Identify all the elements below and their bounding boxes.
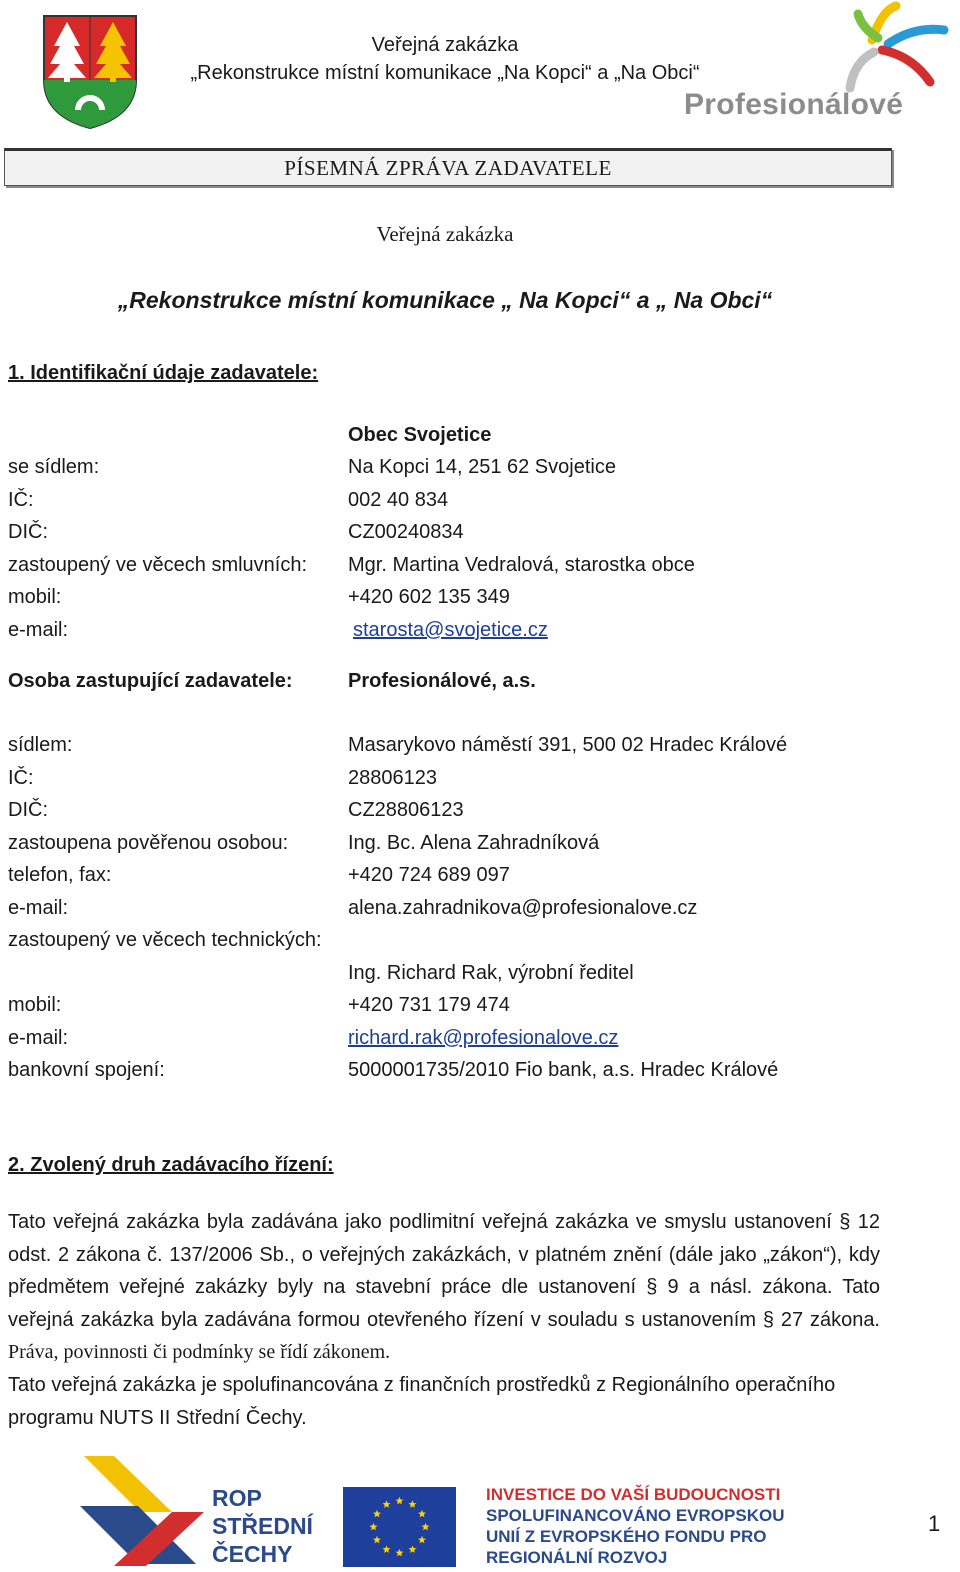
contracting-authority-name: Obec Svojetice — [348, 424, 492, 446]
info-value: 5000001735/2010 Fio bank, a.s. Hradec Králové — [348, 1059, 779, 1081]
funding-paragraph: Tato veřejná zakázka je spolufinancována z finančních prostředků z Regionálního operačního programu NUTS II Střední Čechy. — [8, 1374, 836, 1429]
rop-logo-text — [212, 1484, 313, 1568]
investment-line: INVESTICE DO VAŠÍ BUDOUCNOSTI — [486, 1485, 781, 1504]
header-title-line2: „Rekonstrukce místní komunikace „Na Kopci“ a „Na Obci“ — [190, 62, 700, 84]
email-link[interactable]: richard.rak@profesionalove.cz — [348, 1027, 619, 1049]
section-2-heading: 2. Zvolený druh zadávacího řízení: — [8, 1154, 334, 1176]
contract-main-title: „Rekonstrukce místní komunikace „ Na Kopci“ a „ Na Obci“ — [117, 287, 773, 313]
rop-line: ČECHY — [212, 1541, 293, 1567]
info-row — [8, 1027, 888, 1057]
section-1-heading: 1. Identifikační údaje zadavatele: — [8, 362, 319, 384]
procedure-paragraph — [8, 1206, 880, 1369]
info-row — [8, 832, 888, 862]
info-label: DIČ: — [8, 521, 48, 543]
info-row — [8, 767, 888, 797]
info-label: telefon, fax: — [8, 864, 112, 886]
info-row — [8, 554, 888, 584]
info-value: +420 602 135 349 — [348, 586, 510, 608]
contract-subtitle: Veřejná zakázka — [376, 222, 514, 246]
email-link[interactable]: starosta@svojetice.cz — [353, 619, 548, 641]
investment-line: REGIONÁLNÍ ROZVOJ — [486, 1548, 668, 1567]
info-row — [8, 897, 888, 927]
eu-flag-icon — [343, 1487, 456, 1567]
investment-line: SPOLUFINANCOVÁNO EVROPSKOU — [486, 1506, 785, 1525]
procedure-text-tail: Práva, povinnosti či podmínky se řídí zákonem. — [8, 1341, 391, 1364]
info-label: sídlem: — [8, 734, 73, 756]
info-label: DIČ: — [8, 799, 48, 821]
info-label: e-mail: — [8, 897, 69, 919]
technical-rep-label: zastoupený ve věcech technických: — [8, 929, 322, 951]
info-row — [8, 864, 888, 894]
representative-label: Osoba zastupující zadavatele: — [8, 670, 293, 692]
technical-rep-row — [8, 929, 888, 959]
info-value: Mgr. Martina Vedralová, starostka obce — [348, 554, 695, 576]
report-title-box: PÍSEMNÁ ZPRÁVA ZADAVATELE — [4, 148, 892, 186]
info-row — [8, 456, 888, 486]
profesionalove-logo-text: Profesionálové — [684, 88, 904, 121]
rop-line: STŘEDNÍ — [212, 1513, 313, 1539]
procedure-text: Tato veřejná zakázka byla zadávána jako podlimitní veřejná zakázka ve smyslu ustanovení § 12 odst. 2 zákona č. 137/2006 Sb., o veřejných zakázkách, v platném znění (dále jako „zákon“), kdy předmětem veřejné zakázky byly na stavební práce dle ustanovení § 9 a násl. zákona. Tato veřejná zakázka byla zadávána formou otevřeného řízení v souladu s ustanovením § 27 zákona. — [8, 1211, 880, 1331]
info-label: zastoupena pověřenou osobou: — [8, 832, 289, 854]
info-label: zastoupený ve věcech smluvních: — [8, 554, 308, 576]
info-value: CZ28806123 — [348, 799, 464, 821]
page-number: 1 — [928, 1511, 941, 1536]
info-row — [8, 1059, 888, 1089]
info-value: alena.zahradnikova@profesionalove.cz — [348, 897, 698, 919]
info-label: se sídlem: — [8, 456, 100, 478]
representative-name: Profesionálové, a.s. — [348, 670, 536, 692]
info-value: 002 40 834 — [348, 489, 449, 511]
header-title-line1: Veřejná zakázka — [371, 34, 519, 56]
info-row — [8, 489, 888, 519]
info-value: 28806123 — [348, 767, 437, 789]
info-row — [8, 734, 888, 764]
info-label: e-mail: — [8, 619, 69, 641]
rop-logo-icon — [80, 1456, 204, 1566]
info-row — [8, 586, 888, 616]
info-value: CZ00240834 — [348, 521, 464, 543]
info-label: bankovní spojení: — [8, 1059, 165, 1081]
investment-line: UNIÍ Z EVROPSKÉHO FONDU PRO — [486, 1527, 767, 1546]
info-value: +420 724 689 097 — [348, 864, 510, 886]
rop-line: ROP — [212, 1485, 262, 1511]
technical-rep-person-row — [8, 962, 888, 992]
contracting-authority-name-row — [8, 424, 888, 454]
info-label: IČ: — [8, 767, 34, 789]
info-row — [8, 619, 888, 649]
info-label: mobil: — [8, 586, 62, 608]
info-value: Ing. Bc. Alena Zahradníková — [348, 832, 600, 854]
representative-row — [8, 670, 888, 700]
info-value: Masarykovo náměstí 391, 500 02 Hradec Králové — [348, 734, 788, 756]
info-label: IČ: — [8, 489, 34, 511]
eu-investment-text — [486, 1484, 784, 1568]
info-label: mobil: — [8, 994, 62, 1016]
info-value: Na Kopci 14, 251 62 Svojetice — [348, 456, 616, 478]
info-label: e-mail: — [8, 1027, 69, 1049]
info-value: +420 731 179 474 — [348, 994, 510, 1016]
technical-rep-person: Ing. Richard Rak, výrobní ředitel — [348, 962, 634, 984]
info-row — [8, 521, 888, 551]
info-row — [8, 994, 888, 1024]
info-row — [8, 799, 888, 829]
municipal-coat-of-arms-icon — [40, 12, 140, 130]
